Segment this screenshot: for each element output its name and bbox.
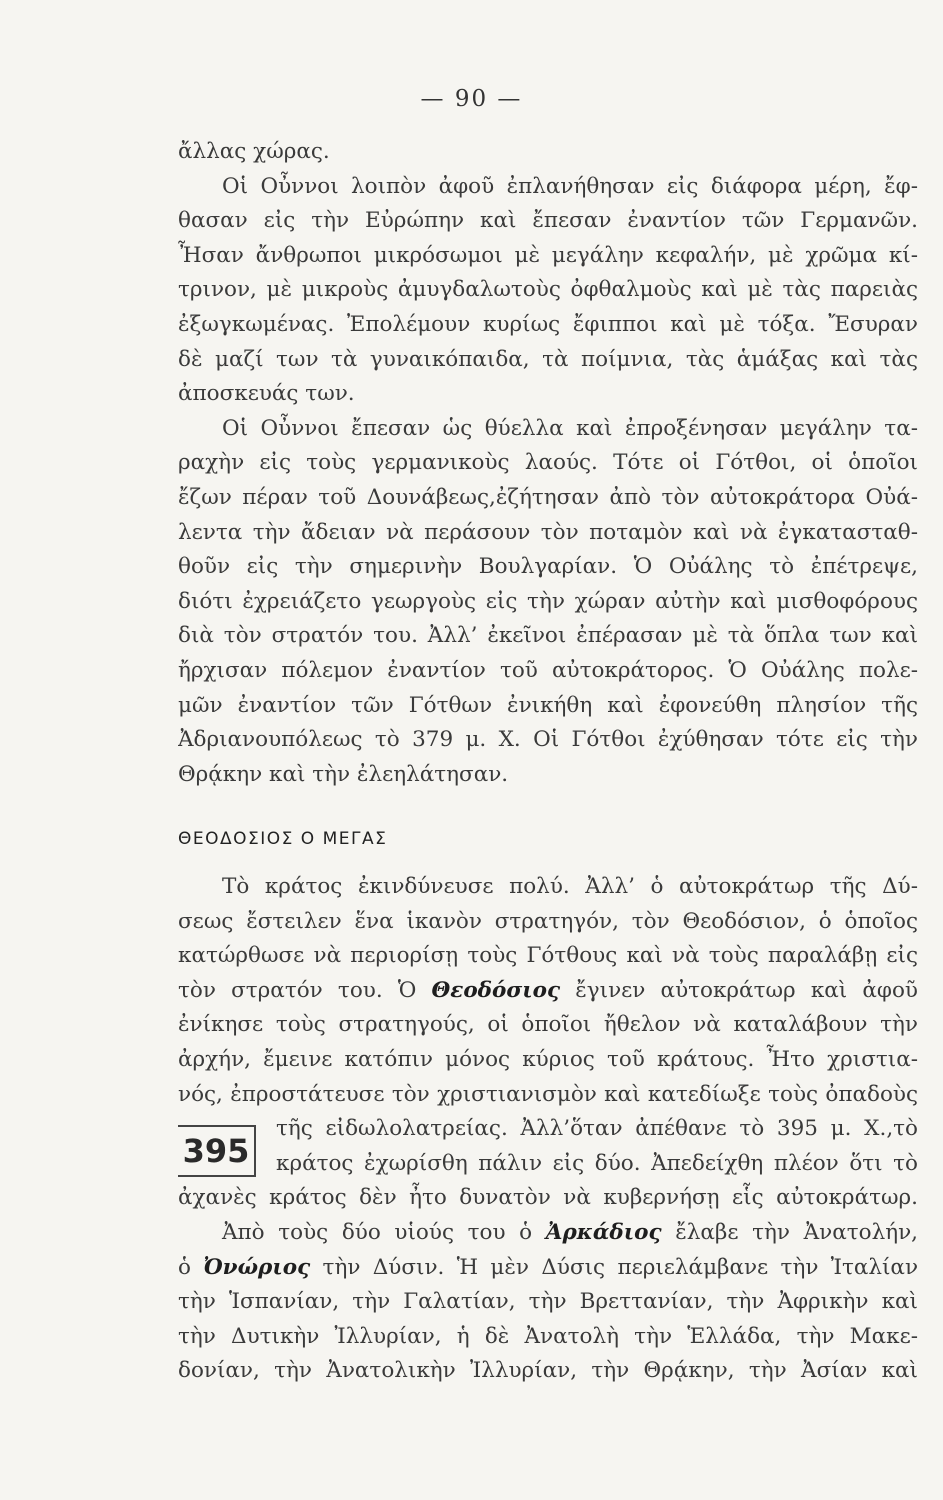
emphasized-name: Ὀνώριος — [203, 1254, 311, 1280]
text-line: θασαν εἰς τὴν Εὐρώπην καὶ ἔπεσαν ἐναντίον τῶν Γερμανῶν. — [178, 208, 918, 234]
text-line: τῆς εἰδωλολατρείας. Ἀλλ’ὅταν ἀπέθανε τὸ 395 μ. Χ.,τὸ — [276, 1116, 918, 1142]
emphasized-name: Θεοδόσιος — [431, 977, 561, 1003]
text-line: Ἀπὸ τοὺς δύο υἱούς του ὁ Ἀρκάδιος ἔλαβε τὴν Ἀνατολήν, — [222, 1219, 918, 1245]
emphasized-name: Ἀρκάδιος — [545, 1219, 662, 1245]
section-2-text — [178, 870, 918, 1389]
text-line: κράτος ἐχωρίσθη πάλιν εἰς δύο. Ἀπεδείχθη πλέον ὅτι τὸ — [276, 1150, 918, 1176]
text-line: ἔζων πέραν τοῦ Δουνάβεως,ἐζήτησαν ἀπὸ τὸν αὐτοκράτορα Οὐά- — [178, 484, 918, 510]
text-line: νός, ἐπροστάτευσε τὸν χριστιανισμὸν καὶ κατεδίωξε τοὺς ὀπαδοὺς — [178, 1081, 918, 1107]
text-line: διότι ἐχρειάζετο γεωργοὺς εἰς τὴν χώραν αὐτὴν καὶ μισθοφόρους — [178, 588, 918, 614]
text-line: Οἱ Οὖννοι ἔπεσαν ὡς θύελλα καὶ ἐπροξένησαν μεγάλην τα- — [222, 415, 918, 441]
year-marker: 395 — [178, 1125, 256, 1177]
text-line: ἐξωγκωμένας. Ἐπολέμουν κυρίως ἔφιπποι καὶ μὲ τόξα. Ἔσυραν — [178, 311, 918, 337]
section-heading: ΘΕΟΔΟΣΙΟΣ Ο ΜΕΓΑΣ — [178, 829, 388, 849]
text-line: ἄλλας χώρας. — [178, 139, 330, 164]
text-line: Θρᾴκην καὶ τὴν ἐλεηλάτησαν. — [178, 761, 509, 787]
text-line: τὴν Ἱσπανίαν, τὴν Γαλατίαν, τὴν Βρεττανίαν, τὴν Ἀφρικὴν καὶ — [178, 1289, 918, 1315]
text-line: θοῦν εἰς τὴν σημερινὴν Βουλγαρίαν. Ὁ Οὐάλης τὸ ἐπέτρεψε, — [178, 554, 918, 580]
text-line: διὰ τὸν στρατόν του. Ἀλλ’ ἐκεῖνοι ἐπέρασαν μὲ τὰ ὅπλα των καὶ — [178, 623, 918, 649]
text-line: ἀρχήν, ἔμεινε κατόπιν μόνος κύριος τοῦ κράτους. Ἦτο χριστια- — [178, 1046, 918, 1072]
text-line: δονίαν, τὴν Ἀνατολικὴν Ἰλλυρίαν, τὴν Θρᾴκην, τὴν Ἀσίαν καὶ — [178, 1358, 918, 1384]
text-line: τὸν στρατόν του. Ὁ Θεοδόσιος ἔγινεν αὐτοκράτωρ καὶ ἀφοῦ — [178, 977, 918, 1003]
text-line: μῶν ἐναντίον τῶν Γότθων ἐνικήθη καὶ ἐφονεύθη πλησίον τῆς — [178, 692, 918, 718]
text-line: ἐνίκησε τοὺς στρατηγούς, οἱ ὁποῖοι ἤθελον νὰ καταλάβουν τὴν — [178, 1012, 918, 1038]
text-line: Τὸ κράτος ἐκινδύνευσε πολύ. Ἀλλ’ ὁ αὐτοκράτωρ τῆς Δύ- — [222, 874, 918, 899]
text-line: Οἱ Οὖννοι λοιπὸν ἀφοῦ ἐπλανήθησαν εἰς διάφορα μέρη, ἔφ- — [222, 173, 918, 199]
text-line: σεως ἔστειλεν ἕνα ἱκανὸν στρατηγόν, τὸν Θεοδόσιον, ὁ ὁποῖος — [178, 908, 918, 934]
text-line: ἀχανὲς κράτος δὲν ἦτο δυνατὸν νὰ κυβερνήσῃ εἷς αὐτοκράτωρ. — [178, 1185, 918, 1211]
page-number: — 90 — — [420, 86, 523, 112]
text-line: ὁ Ὀνώριος τὴν Δύσιν. Ἡ μὲν Δύσις περιελάμβανε τὴν Ἰταλίαν — [178, 1254, 918, 1280]
text-line: δὲ μαζί των τὰ γυναικόπαιδα, τὰ ποίμνια, τὰς ἁμάξας καὶ τὰς — [178, 346, 918, 372]
text-line: ἤρχισαν πόλεμον ἐναντίον τοῦ αὐτοκράτορος. Ὁ Οὐάλης πολε- — [178, 657, 918, 683]
text-line: ἀποσκευάς των. — [178, 381, 355, 407]
text-line: Ἀδριανουπόλεως τὸ 379 μ. Χ. Οἱ Γότθοι ἐχύθησαν τότε εἰς τὴν — [178, 727, 918, 753]
text-line: τὴν Δυτικὴν Ἰλλυρίαν, ἡ δὲ Ἀνατολὴ τὴν Ἑλλάδα, τὴν Μακε- — [178, 1323, 918, 1349]
text-line: λεντα τὴν ἄδειαν νὰ περάσουν τὸν ποταμὸν καὶ νὰ ἐγκατασταθ- — [178, 519, 918, 545]
text-line: τρινον, μὲ μικροὺς ἀμυγδαλωτοὺς ὀφθαλμοὺς καὶ μὲ τὰς παρειὰς — [178, 277, 918, 303]
text-line: ραχὴν εἰς τοὺς γερμανικοὺς λαούς. Τότε οἱ Γότθοι, οἱ ὁποῖοι — [178, 450, 918, 476]
text-line: Ἦσαν ἄνθρωποι μικρόσωμοι μὲ μεγάλην κεφαλήν, μὲ χρῶμα κί- — [178, 242, 918, 268]
section-1-text — [178, 135, 918, 792]
text-line: κατώρθωσε νὰ περιορίσῃ τοὺς Γότθους καὶ νὰ τοὺς παραλάβῃ εἰς — [178, 943, 918, 969]
